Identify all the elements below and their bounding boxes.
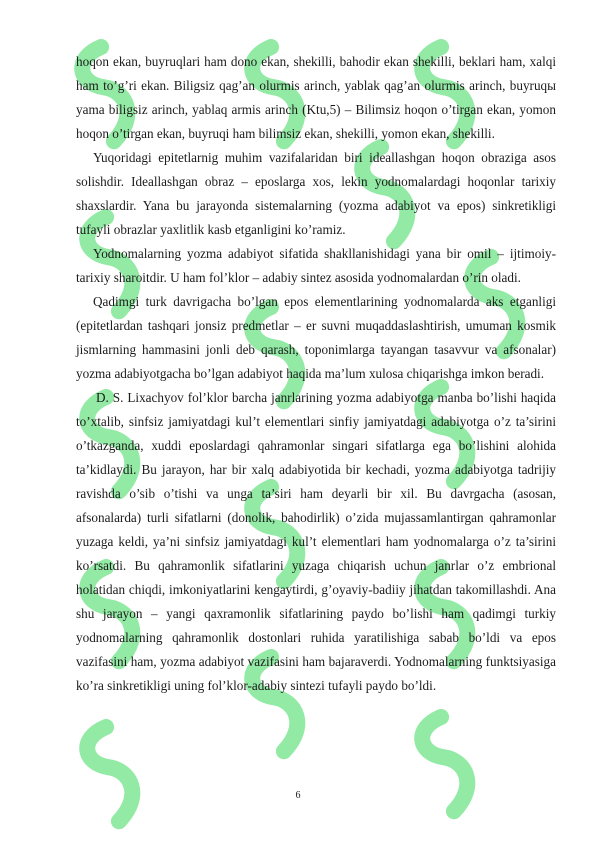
- paragraph-epithets: Yuqoridagi epitetlarnig muhim vazifalaridan biri ideallashgan hoqon obraziga asos solishdir. Ideallashgan obraz – eposlarga xos, lekin yodnomalardagi hoqonlar tarixiy shaxslardir. Yana bu jarayonda sistemalarning (yozma adabiyot va epos) sinkretikligi tufayli obrazlar yaxlitlik kasb etganligini ko’ramiz.: [76, 150, 556, 237]
- paragraph-lixachyov: D. S. Lixachyov fol’klor barcha janrlarining yozma adabiyotga manba bo’lishi haqida to’xtalib, sinfsiz jamiyatdagi kul’t elementlari sinfiy jamiyatdagi adabiyotga o’z ta’sirini o’tkazganda, xuddi eposlardagi qahramonlar singari sifatlarga ega bo’lishini alohida ta’kidlaydi. Bu jarayon, har bir xalq adabiyotida bir kechadi, yozma adabiyotga tadrijiy ravishda o’sib o’tishi va unga ta’siri ham deyarli bir xil. Bu davrgacha (asosan, afsonalarda) turli sifatlarni (donolik, bahodirlik) o’zida mujassamlantirgan qahramonlar yuzaga keldi, ya’ni sinfsiz jamiyatdagi kul’t elementlari ham yodnomalarga o’z ta’sirini ko’rsatdi. Bu qahramonlik sifatlarini yuzaga chiqarish uchun janrlar o’z embrional holatidan chiqdi, imkoniyatlarini kengaytirdi, g’oyaviy-badiiy jihatdan takomillashdi. Ana shu jarayon – yangi qaxramonlik sifatlarining paydo bo’lishi ham qadimgi turkiy yodnomalarning qahramonlik dostonlari ruhida yaratilishiga sabab bo’ldi va epos vazifasini ham, yozma adabiyot vazifasini ham bajaraverdi. Yodnomalarning funktsiyasiga ko’ra sinkretikligi uning fol’klor-adabiy sintezi tufayli paydo bo’ldi.: [76, 390, 556, 693]
- paragraph-continued: hoqon ekan, buyruqlari ham dono ekan, shekilli, bahodir ekan shekilli, beklari ham, xalqi ham to’g’ri ekan. Biligsiz qag’an olurmis arinch, yablak qag’an olurmis arinch, buyruqы yama biligsiz arinch, yablaq armis arinch (Ktu,5) – Bilimsiz hoqon o’tirgan ekan, yomon hoqon o’tirgan ekan, buyruqi ham bilimsiz ekan, shekilli, yomon ekan, shekilli.: [76, 54, 556, 141]
- page-number: 6: [295, 790, 301, 801]
- watermark-logo-icon: [61, 713, 164, 836]
- watermark-logo-icon: [396, 703, 499, 826]
- document-body: [76, 50, 556, 698]
- paragraph-social-conditions: Yodnomalarning yozma adabiyot sifatida shakllanishidagi yana bir omil – ijtimoiy-tarixiy sharoitdir. U ham fol’klor – adabiy sintez asosida yodnomalardan o’rin oladi.: [76, 246, 556, 285]
- paragraph-epic-elements: Qadimgi turk davrigacha bo’lgan epos elementlarining yodnomalarda aks etganligi (epitetlardan tashqari jonsiz predmetlar – er suvni muqaddaslashtirish, umuman kosmik jismlarning hammasini jonli deb qarash, toponimlarga tayangan tasavvur va afsonalar) yozma adabiyotgacha bo’lgan adabiyot haqida ma’lum xulosa chiqarishga imkon beradi.: [76, 294, 556, 381]
